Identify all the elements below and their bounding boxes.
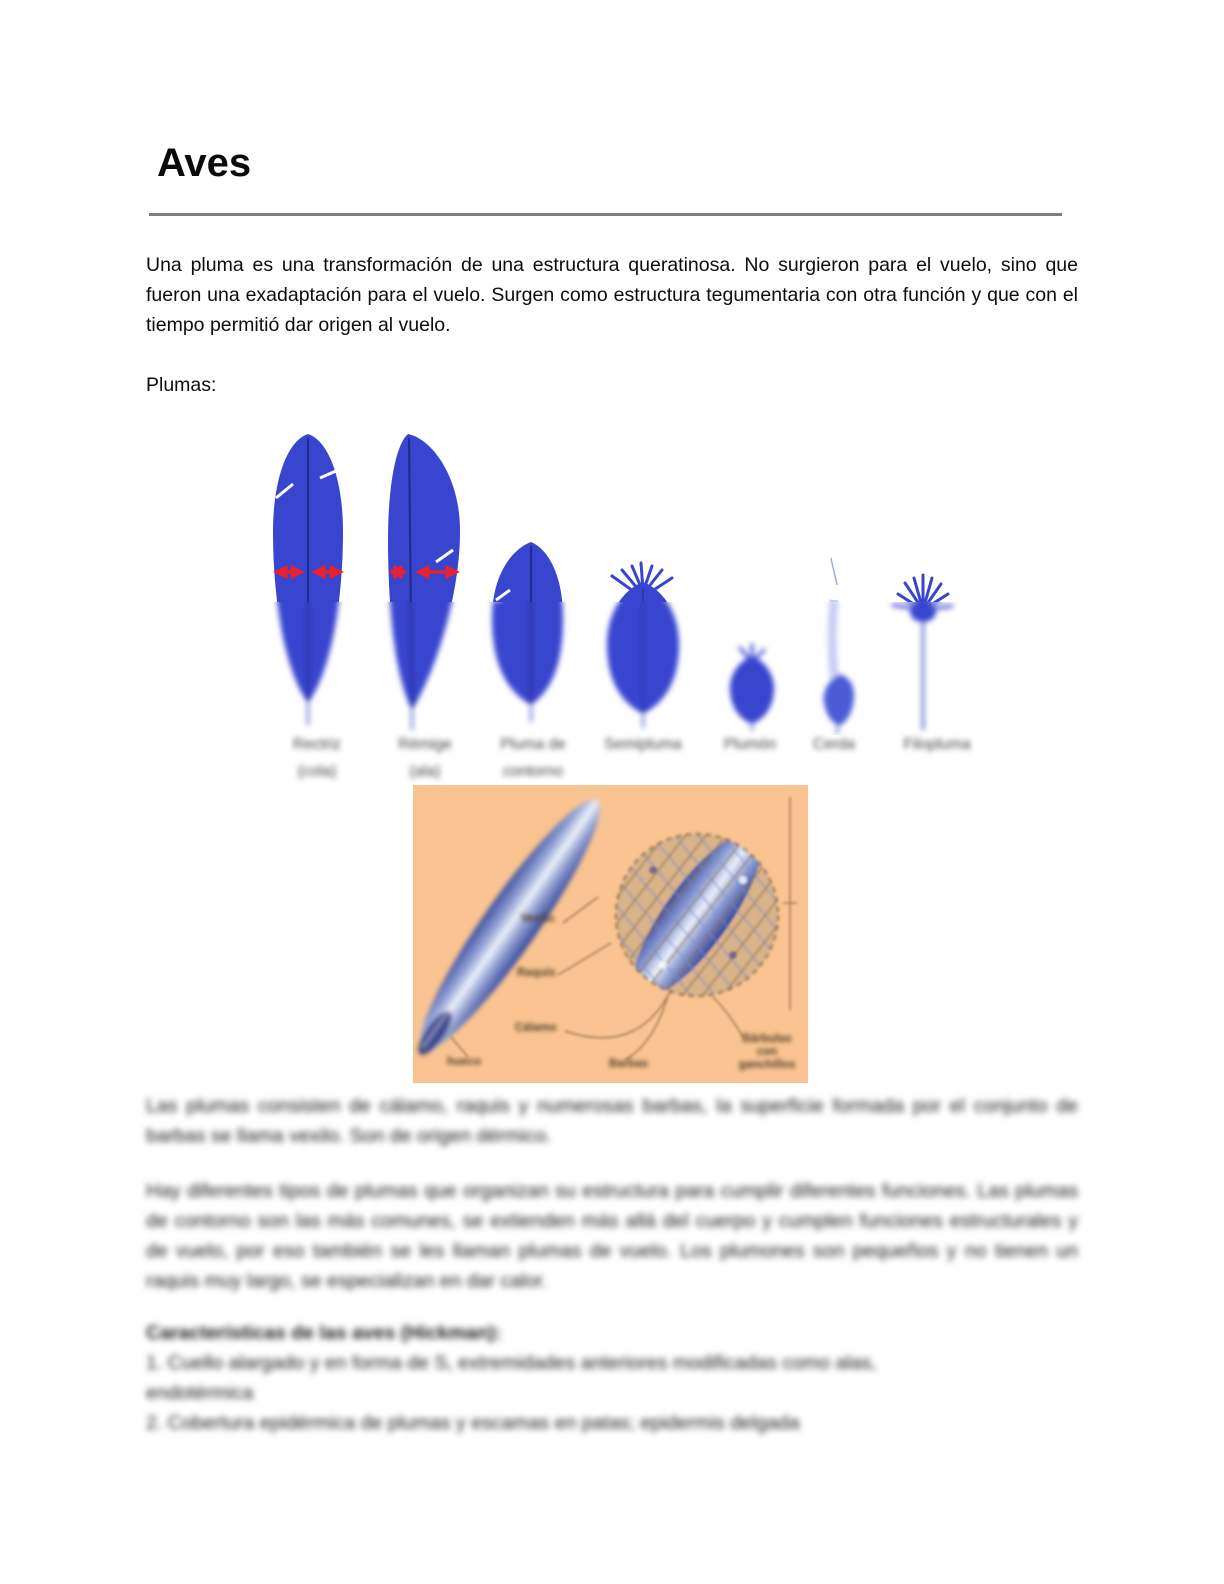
diagram-label-barbulas: Bárbulas con ganchillos [738,1033,796,1071]
feather-structure-diagram [413,785,808,1083]
plumas-label: Plumas: [146,374,217,396]
feather-label-remige: Rémige (ala) [398,736,452,780]
feather-label-contorno: Pluma de contorno [500,736,566,780]
blurred-paragraph-2: Hay diferentes tipos de plumas que organizan su estructura para cumplir diferentes funciones. Las plumas de contorno son las más comunes, se extienden más allá del cuerpo y cumplen funciones estructurales y de vuelo, por eso también se les llaman plumas de vuelo. Los plumones son pequeños y no tienen un raquis muy largo, se especializan en dar calor. [146,1180,1078,1292]
intro-paragraph: Una pluma es una transformación de una estructura queratinosa. No surgieron para el vuelo, sino que fueron una exadaptación para el vuelo. Surgen como estructura tegumentaria con otra función y que con el tiempo permitió dar origen al vuelo. [146,254,1078,336]
feather-types-illustration [260,430,990,735]
feather-label-rectriz: Rectriz (cola) [292,736,342,780]
characteristics-heading: Características de las aves (Hickman): [146,1322,502,1344]
blurred-paragraph-1: Las plumas consisten de cálamo, raquis y numerosas barbas, la superficie formada por el conjunto de barbas se llama vexilo. Son de origen dérmico. [146,1095,1078,1147]
feather-label-semipluma: Semipluma [604,736,682,753]
diagram-label-vexilo: Vexilo [521,913,555,925]
blurred-characteristics-section [146,1318,1078,1438]
page-title: Aves [157,141,252,185]
feather-types-figure [260,430,990,795]
characteristics-item-2: 2. Cobertura epidérmica de plumas y escamas en patas; epidermis delgada [146,1412,800,1434]
feather-label-filopluma: Filopluma [903,736,971,753]
diagram-label-raquis: Raquis [517,967,556,979]
diagram-label-hueco: hueco [447,1056,481,1068]
characteristics-item-1-cont: endotérmica [146,1382,254,1404]
feather-label-cerda: Cerda [812,736,856,753]
feather-label-plumon: Plumón [723,736,777,753]
characteristics-item-1: 1. Cuello alargado y en forma de S, extremidades anteriores modificadas como alas, [146,1352,877,1374]
title-divider [149,213,1062,216]
diagram-label-calamo: Cálamo [515,1022,557,1034]
diagram-label-barbas: Barbas [609,1058,648,1070]
